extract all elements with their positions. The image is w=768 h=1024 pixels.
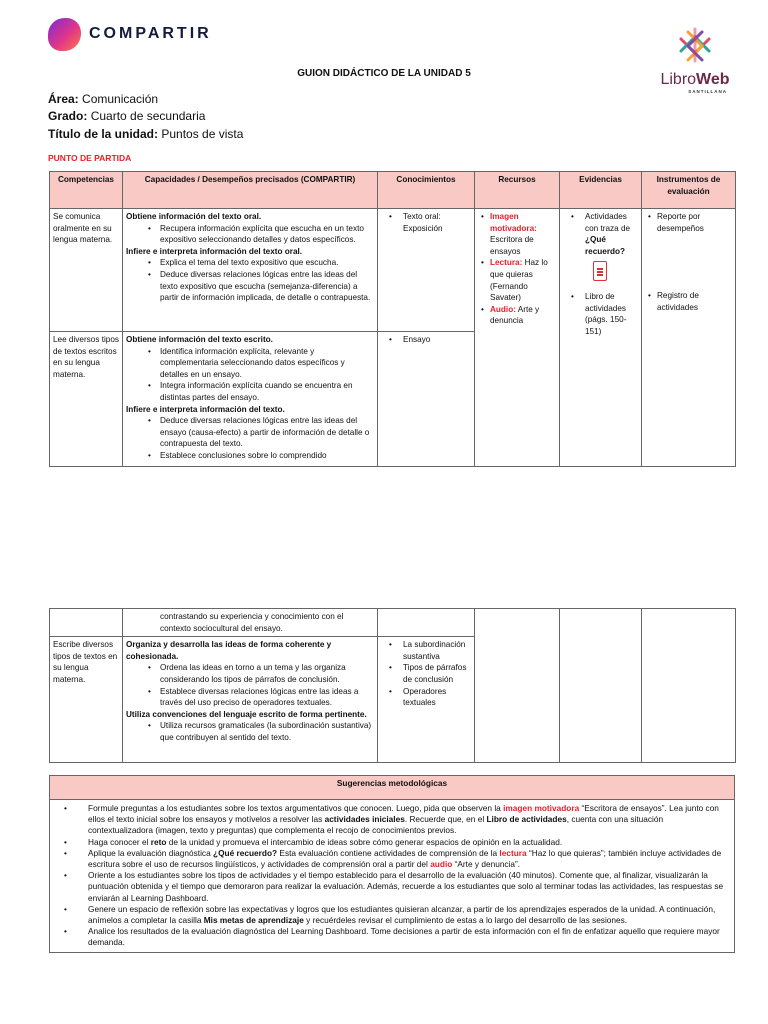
compartir-logo (48, 16, 238, 52)
list-item: • Explica el tema del texto expositivo que escucha. (126, 257, 374, 269)
header-competencias: Competencias (50, 172, 123, 209)
header-evidencias: Evidencias (560, 172, 642, 209)
table-row (50, 609, 736, 637)
list-item: • Establece diversas relaciones lógicas entre las ideas a través del uso preciso de operadores textuales. (126, 686, 374, 709)
recursos-cell (475, 209, 560, 467)
list-item: • Identifica información explícita, relevante y complementaria seleccionando datos específicos y detalles en un ensayo. (126, 346, 374, 381)
list-item: • Oriente a los estudiantes sobre los tipos de actividades y el tiempo establecido para el desarrollo de la evaluación (40 minutos). Comente que, al finalizar, visualizarán la puntuación obtenida y el tiempo que demoraron para realizar la evaluación. Además, recuerde a los estudiantes que solo al terminar todas las actividades, las respuestas se enviarán al Learning Dashboard. (54, 870, 730, 904)
instrumento-item: • Registro de actividades (645, 290, 732, 313)
list-item: • Deduce diversas relaciones lógicas entre las ideas del texto expositivo que escucha (semejanza-diferencia) a partir de información implicada, de detalle o contrapuesta. (126, 269, 374, 304)
compartir-logo-icon (48, 18, 81, 51)
list-item: • Recupera información explícita que escucha en un texto expositivo seleccionando detalles y datos específicos. (126, 223, 374, 246)
libroweb-brand-text: LibroWeb (660, 71, 730, 88)
sugerencias-title: Sugerencias metodológicas (50, 776, 735, 800)
capacidades-continued: contrastando su experiencia y conocimiento con el contexto sociocultural del ensayo. (123, 609, 378, 637)
compartir-brand-text: COMPARTIR (89, 25, 212, 42)
header-recursos: Recursos (475, 172, 560, 209)
competencia-cell: Escribe diversos tipos de textos en su lengua materna. (50, 637, 123, 763)
header-conocimientos: Conocimientos (378, 172, 475, 209)
list-item: • Operadores textuales (381, 686, 471, 709)
capacidades-cell: Obtiene información del texto escrito. • Identifica información explícita, relevante y complementaria seleccionando datos específicos y detalles en un ensayo. • Integra información explícita cuando se encuentra en distintas partes del ensayo. Infiere e interpreta información del texto. • Deduce diversas relaciones lógicas entre las ideas del ensayo (causa-efecto) a partir de información de detalle o contrapuesta del texto. • Establece conclusiones sobre lo comprendido (123, 332, 378, 467)
list-item: • Utiliza recursos gramaticales (la subordinación sustantiva) que contribuyen al sentido del texto. (126, 720, 374, 743)
table-header-row (50, 172, 736, 209)
competencia-cell: Se comunica oralmente en su lengua materna. (50, 209, 123, 332)
instrumentos-cell (642, 209, 736, 467)
planning-table-continued (49, 608, 736, 763)
table-row (50, 209, 736, 332)
meta-area: Área: Comunicación (48, 92, 159, 106)
conocimientos-cell (378, 637, 475, 763)
list-item: • Analice los resultados de la evaluación diagnóstica del Learning Dashboard. Tome decisiones a partir de esta información con el fin de enfatizar aquello que requiere mayor demanda. (54, 926, 730, 948)
list-item: • Genere un espacio de reflexión sobre las expectativas y logros que los estudiantes quisieran alcanzar, a partir de los aprendizajes esperados de la unidad. A continuación, anímelos a completar la casilla Mis metas de aprendizaje y recuérdeles revisar el cumplimiento de estas a lo largo del desarrollo de las sesiones. (54, 904, 730, 926)
section-label: PUNTO DE PARTIDA (48, 153, 132, 163)
conocimientos-cell (378, 209, 475, 332)
list-item: • Integra información explícita cuando se encuentra en distintas partes del ensayo. (126, 380, 374, 403)
list-item: • Texto oral: Exposición (381, 211, 471, 234)
list-item: • La subordinación sustantiva (381, 639, 471, 662)
document-title: GUION DIDÁCTICO DE LA UNIDAD 5 (297, 68, 471, 79)
conocimientos-cell (378, 332, 475, 467)
list-item: • Deduce diversas relaciones lógicas entre las ideas del ensayo (causa-efecto) a partir de información de detalle o contrapuesta del texto. (126, 415, 374, 450)
list-item: • Aplique la evaluación diagnóstica ¿Qué recuerdo? Esta evaluación contiene actividades de comprensión de la lectura “Haz lo que quieras”; también incluye actividades de escritura sobre el uso de recursos lingüísticos, y actividades de comprensión oral a partir del audio “Arte y denuncia”. (54, 848, 730, 870)
list-item: • Formule preguntas a los estudiantes sobre los textos argumentativos que conocen. Luego, pida que observen la imagen motivadora “Escritora de ensayos”. Lea junto con ellos el texto inicial sobre los ensayos y motívelos a resolver las actividades iniciales. Recuerde que, en el Libro de actividades, cuenta con una situación contextualizadora (imagen, texto y preguntas) que complementa el recojo de conocimientos previos. (54, 803, 730, 837)
book-icon (593, 261, 607, 281)
sugerencias-table (49, 775, 735, 953)
santillana-label: SANTILLANA (688, 89, 727, 94)
list-item: • Tipos de párrafos de conclusión (381, 662, 471, 685)
meta-grado: Grado: Cuarto de secundaria (48, 109, 206, 123)
recurso-audio: • Audio: Arte y denuncia (478, 304, 556, 327)
libroweb-logo (655, 26, 735, 92)
capacidades-cell: Organiza y desarrolla las ideas de forma coherente y cohesionada. • Ordena las ideas en torno a un tema y las organiza considerando los tipos de párrafos de conclusión. • Establece diversas relaciones lógicas entre las ideas a través del uso preciso de operadores textuales. Utiliza convenciones del lenguaje escrito de forma pertinente. • Utiliza recursos gramaticales (la subordinación sustantiva) que contribuyen al sentido del texto. (123, 637, 378, 763)
evidencias-cell (560, 209, 642, 467)
recurso-imagen: • Imagen motivadora: Escritora de ensayos (478, 211, 556, 257)
planning-table (49, 171, 736, 467)
list-item: • Ordena las ideas en torno a un tema y las organiza considerando los tipos de párrafos de conclusión. (126, 662, 374, 685)
sugerencias-content (50, 800, 735, 953)
instrumento-item: • Reporte por desempeños (645, 211, 732, 234)
header-capacidades: Capacidades / Desempeños precisados (COMPARTIR) (123, 172, 378, 209)
evidencia-item: • Actividades con traza de ¿Qué recuerdo? (563, 211, 638, 257)
list-item: • Haga conocer el reto de la unidad y promueva el intercambio de ideas sobre cómo generar espacios de opinión en la actualidad. (54, 837, 730, 848)
meta-titulo: Título de la unidad: Puntos de vista (48, 127, 244, 141)
list-item: • Ensayo (381, 334, 471, 346)
header-instrumentos: Instrumentos de evaluación (642, 172, 736, 209)
evidencia-item: • Libro de actividades (págs. 150-151) (563, 291, 638, 337)
capacidades-cell: Obtiene información del texto oral. • Recupera información explícita que escucha en un texto expositivo seleccionando detalles y datos específicos. Infiere e interpreta información del texto oral. • Explica el tema del texto expositivo que escucha. • Deduce diversas relaciones lógicas entre las ideas del texto expositivo que escucha (semejanza-diferencia) a partir de información implicada, de detalle o contrapuesta. (123, 209, 378, 332)
recurso-lectura: • Lectura: Haz lo que quieras (Fernando Savater) (478, 257, 556, 303)
competencia-cell: Lee diversos tipos de textos escritos en su lengua materna. (50, 332, 123, 467)
list-item: • Establece conclusiones sobre lo comprendido (126, 450, 374, 462)
libroweb-knot-icon (676, 26, 714, 64)
